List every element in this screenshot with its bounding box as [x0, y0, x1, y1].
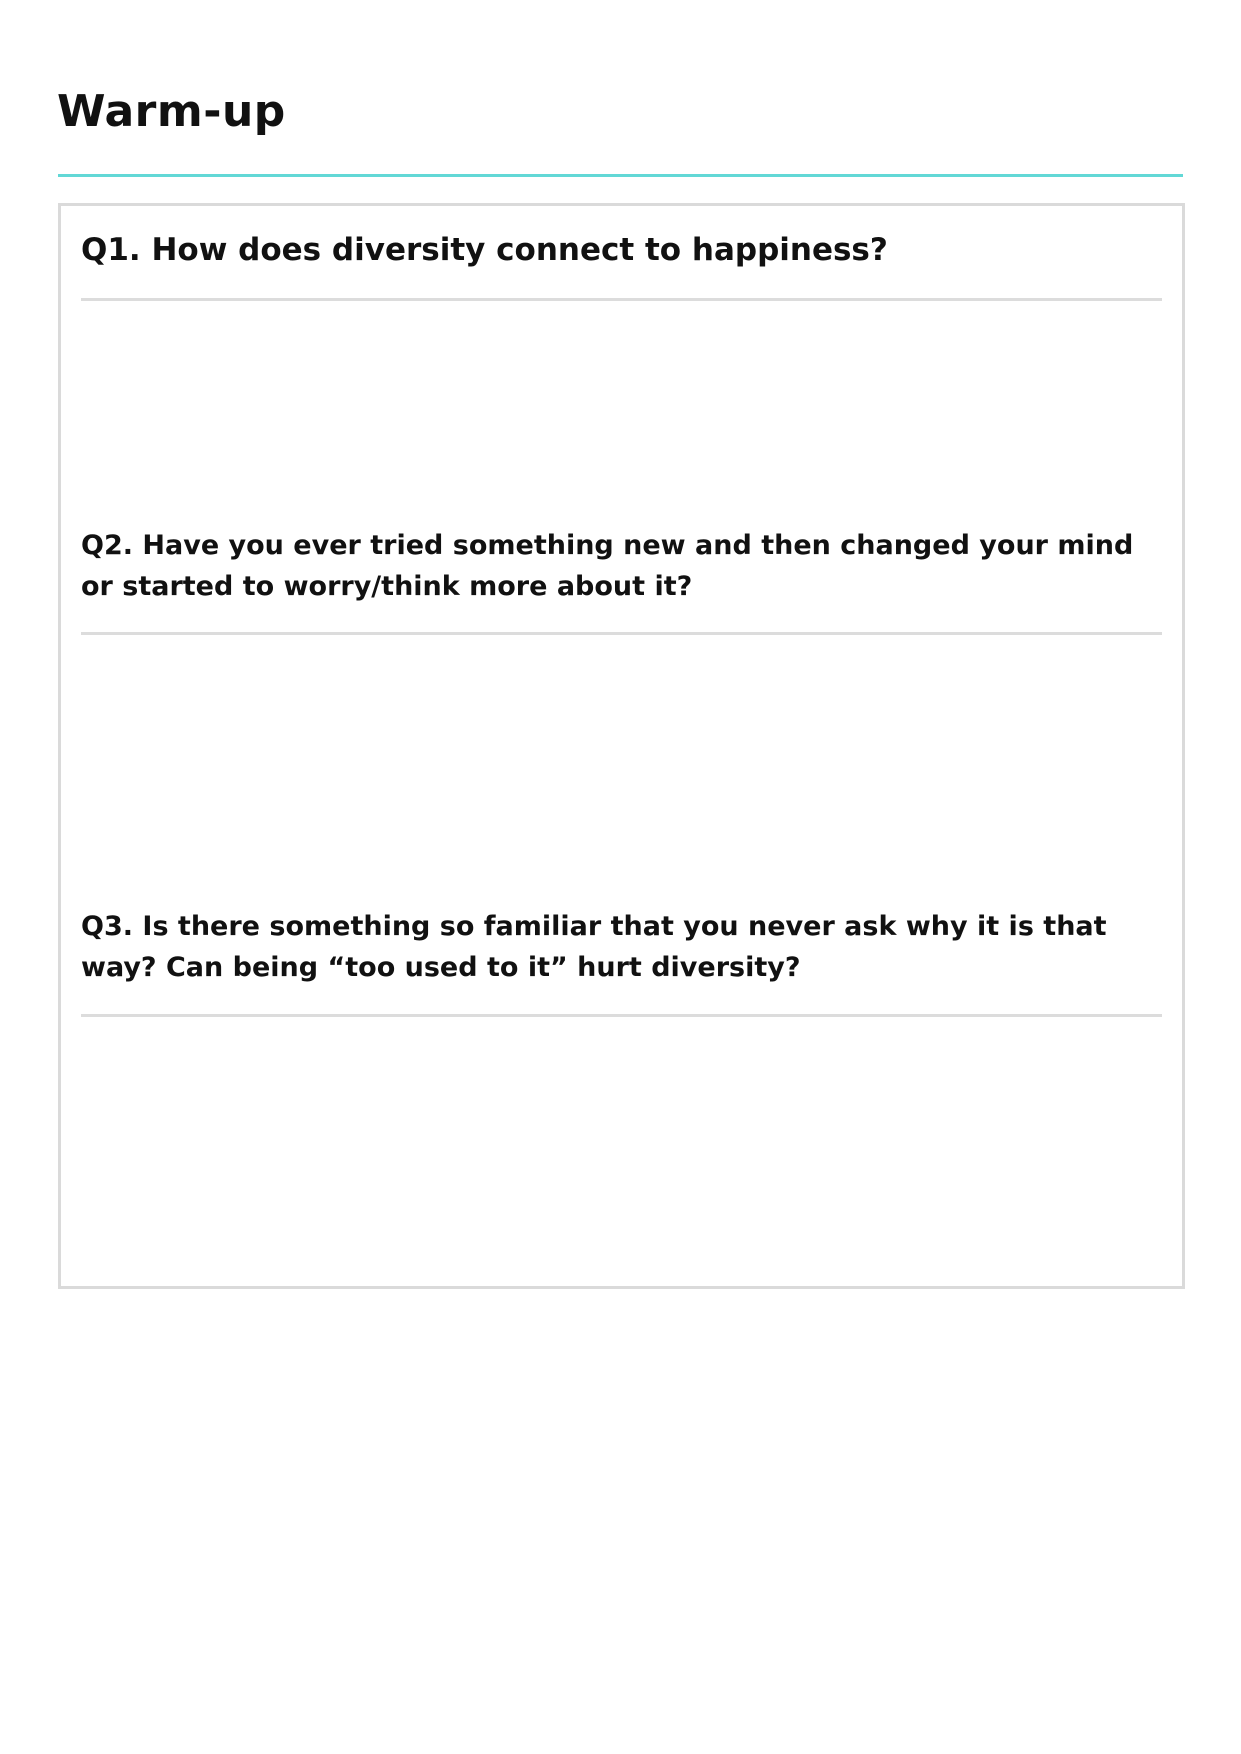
- title-underline: [58, 174, 1183, 177]
- answer-area-2[interactable]: [81, 640, 1162, 895]
- question-3-divider: [81, 1014, 1162, 1017]
- answer-area-1[interactable]: [81, 306, 1162, 516]
- question-2-divider: [81, 632, 1162, 635]
- question-1: Q1. How does diversity connect to happiness?: [81, 232, 888, 268]
- question-2: Q2. Have you ever tried something new and then changed your mind or started to worry/think more about it?: [81, 530, 1134, 602]
- page-title: Warm-up: [57, 86, 286, 137]
- question-3: Q3. Is there something so familiar that you never ask why it is that way? Can being “too used to it” hurt diversity?: [81, 911, 1107, 983]
- question-1-divider: [81, 298, 1162, 301]
- answer-area-3[interactable]: [81, 1022, 1162, 1277]
- question-box: [58, 203, 1185, 1289]
